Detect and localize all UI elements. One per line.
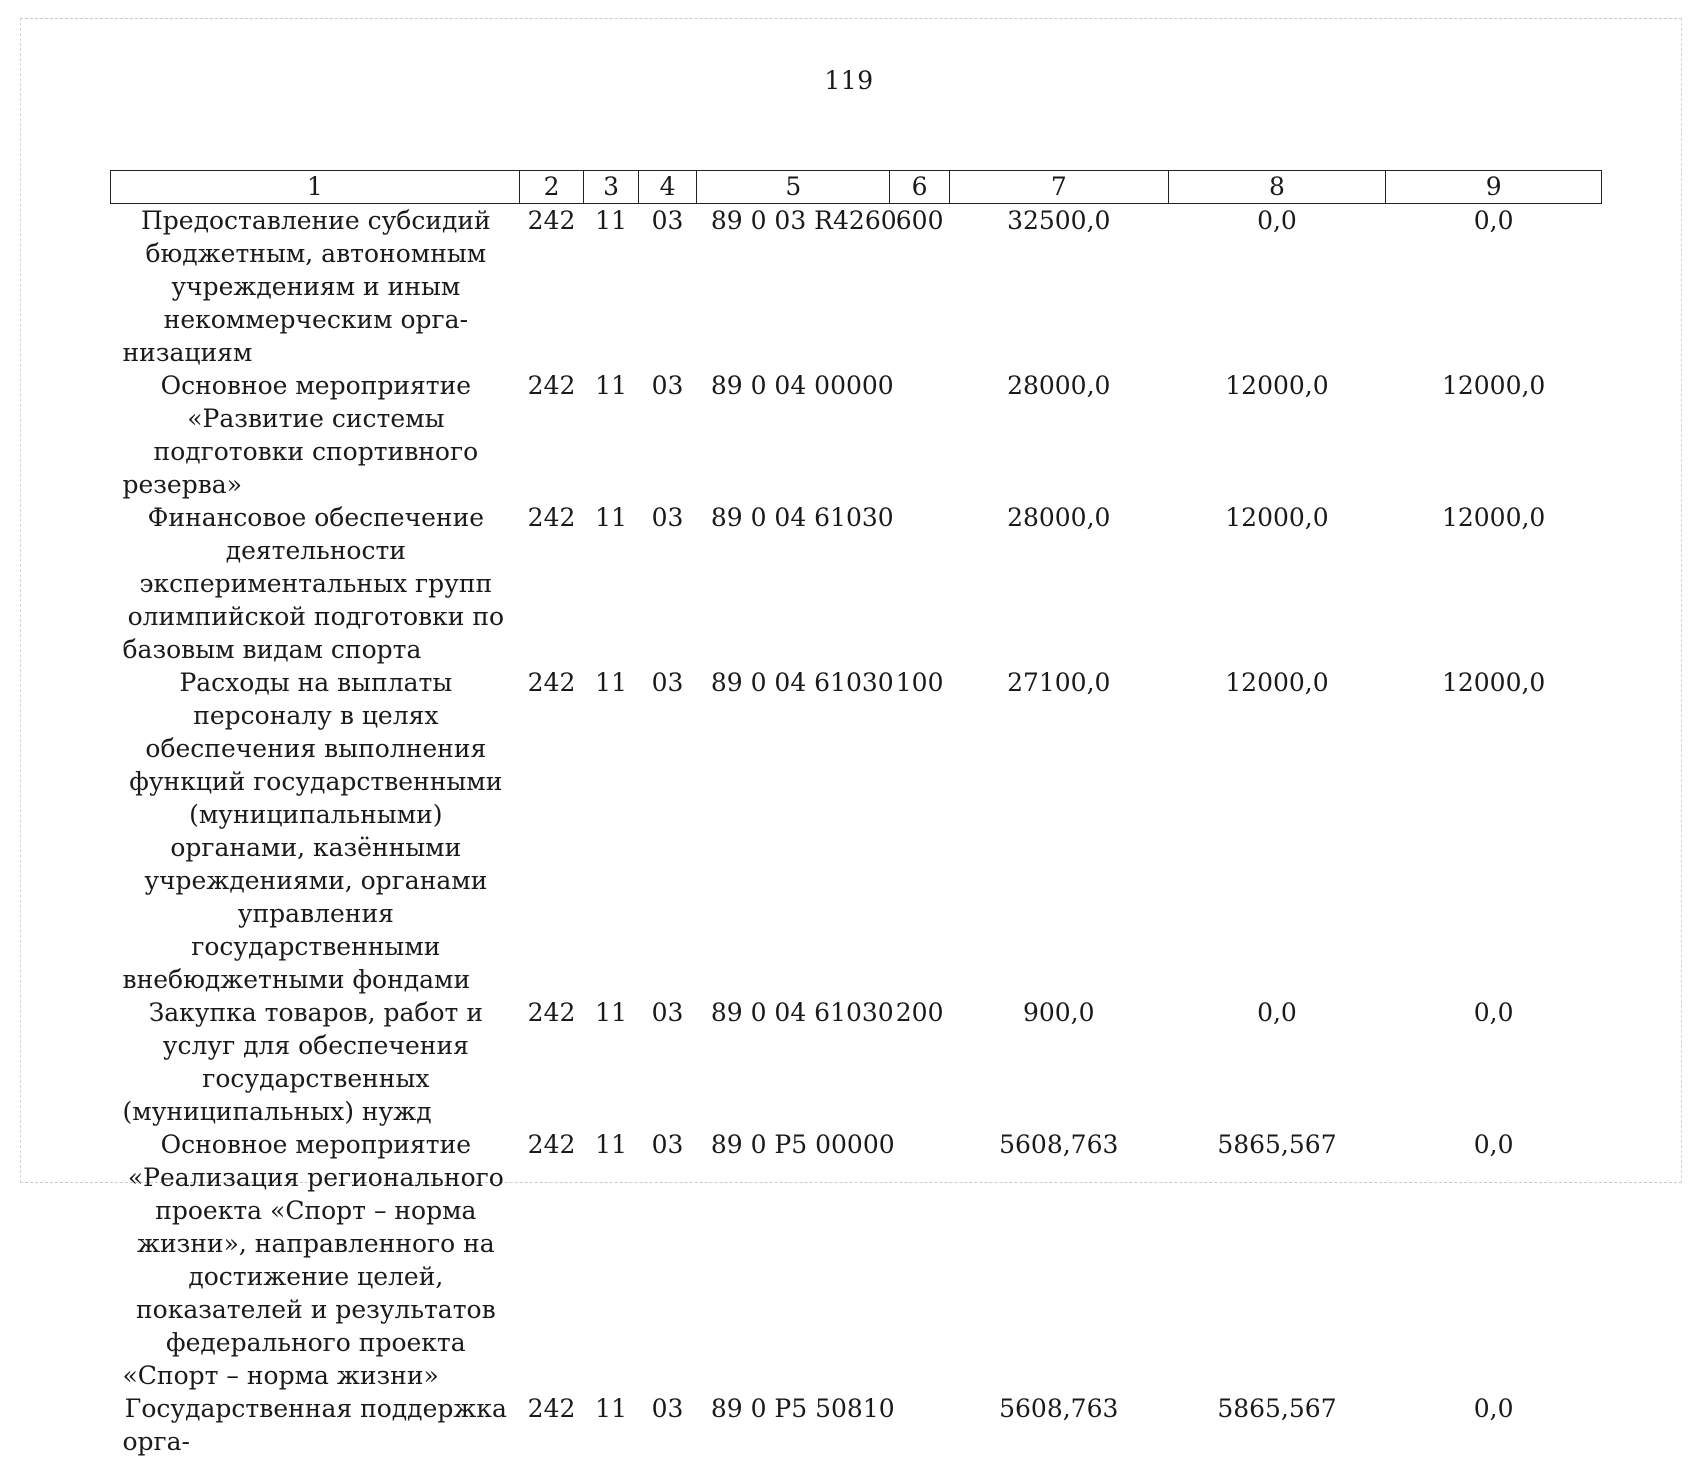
row-col-5: 89 0 P5 00000	[710, 1130, 895, 1159]
row-col-2: 242	[527, 503, 576, 532]
row-col-4: 03	[651, 503, 684, 532]
row-col-5: 89 0 03 R4260	[710, 206, 897, 235]
header-col-1: 1	[111, 171, 520, 204]
row-col-8: 0,0	[1257, 998, 1297, 1027]
row-col-5: 89 0 04 61030	[710, 503, 894, 532]
row-col-3: 11	[595, 206, 627, 235]
header-col-6: 6	[890, 171, 950, 204]
table-row	[111, 204, 1602, 370]
row-col-8: 12000,0	[1225, 371, 1329, 400]
table-row	[111, 996, 1602, 1128]
header-col-5: 5	[697, 171, 890, 204]
row-col-7: 28000,0	[1007, 503, 1111, 532]
row-col-7: 900,0	[1022, 998, 1095, 1027]
row-col-5: 89 0 04 00000	[710, 371, 894, 400]
row-col-8: 12000,0	[1225, 668, 1329, 697]
row-col-6: 600	[895, 206, 944, 235]
header-col-3: 3	[584, 171, 638, 204]
table-row	[111, 369, 1602, 501]
row-col-7: 5608,763	[999, 1130, 1119, 1159]
row-col-7: 32500,0	[1007, 206, 1111, 235]
row-col-3: 11	[595, 1394, 627, 1423]
row-col-8: 0,0	[1257, 206, 1297, 235]
header-col-8: 8	[1168, 171, 1386, 204]
row-col-2: 242	[527, 1130, 576, 1159]
row-col-3: 11	[595, 668, 627, 697]
row-col-2: 242	[527, 371, 576, 400]
table-row	[111, 1128, 1602, 1392]
row-col-6: 200	[895, 998, 944, 1027]
table-row	[111, 1392, 1602, 1458]
row-col-5: 89 0 04 61030	[710, 668, 894, 697]
row-col-7: 5608,763	[999, 1394, 1119, 1423]
row-col-4: 03	[651, 206, 684, 235]
row-col-3: 11	[595, 371, 627, 400]
row-col-2: 242	[527, 668, 576, 697]
row-col-6	[890, 369, 950, 501]
row-col-7: 28000,0	[1007, 371, 1111, 400]
row-col-3: 11	[595, 998, 627, 1027]
row-col-9: 0,0	[1473, 206, 1514, 235]
row-col-4: 03	[651, 1130, 684, 1159]
row-col-6	[890, 501, 950, 666]
row-name: Финансовое обеспечение деятельности экспериментальных групп олимпийской подготовки по базовым видам спорта	[122, 503, 505, 664]
row-col-9: 12000,0	[1441, 371, 1546, 400]
row-col-9: 12000,0	[1441, 668, 1546, 697]
row-name: Расходы на выплаты персоналу в целях обеспечения выполнения функций государственными (муниципальными) органами, казёнными учреждениями, органами управления государственными внебюджетными фондами	[122, 668, 503, 994]
row-name: Предоставление субсидий бюджетным, автономным учреждениям и иным некоммерческим организациям	[122, 206, 491, 367]
row-col-7: 27100,0	[1007, 668, 1111, 697]
row-col-3: 11	[595, 1130, 627, 1159]
table-row	[111, 666, 1602, 996]
row-col-8: 5865,567	[1217, 1394, 1337, 1423]
header-col-9: 9	[1386, 171, 1602, 204]
row-col-9: 12000,0	[1441, 503, 1546, 532]
row-col-4: 03	[651, 371, 684, 400]
row-col-4: 03	[651, 1394, 684, 1423]
table-row	[111, 501, 1602, 666]
table-header	[111, 171, 1602, 204]
row-name: Государственная поддержка орга-	[122, 1394, 507, 1456]
row-col-9: 0,0	[1473, 1394, 1514, 1423]
header-row	[111, 171, 1602, 204]
row-col-5: 89 0 04 61030	[710, 998, 894, 1027]
row-col-2: 242	[527, 1394, 576, 1423]
row-col-2: 242	[527, 206, 576, 235]
header-col-4: 4	[638, 171, 697, 204]
row-col-2: 242	[527, 998, 576, 1027]
header-col-2: 2	[519, 171, 584, 204]
row-col-8: 5865,567	[1217, 1130, 1337, 1159]
row-name: Основное мероприятие «Развитие системы подготовки спортивного резерва»	[122, 371, 479, 499]
page-number: 119	[824, 66, 874, 95]
row-col-4: 03	[651, 998, 684, 1027]
row-col-4: 03	[651, 668, 684, 697]
row-name: Закупка товаров, работ и услуг для обеспечения государственных (муниципальных) нужд	[122, 998, 483, 1126]
row-col-6	[890, 1128, 950, 1392]
row-col-9: 0,0	[1473, 1130, 1514, 1159]
row-col-5: 89 0 P5 50810	[710, 1394, 895, 1423]
row-col-6	[890, 1392, 950, 1458]
row-col-9: 0,0	[1473, 998, 1514, 1027]
row-name: Основное мероприятие «Реализация регионального проекта «Спорт – норма жизни», направленного на достижение целей, показателей и результатов федерального проекта «Спорт – норма жизни»	[122, 1130, 504, 1390]
row-col-8: 12000,0	[1225, 503, 1329, 532]
header-col-7: 7	[949, 171, 1168, 204]
row-col-3: 11	[595, 503, 627, 532]
budget-table	[110, 170, 1602, 1458]
row-col-6: 100	[895, 668, 944, 697]
